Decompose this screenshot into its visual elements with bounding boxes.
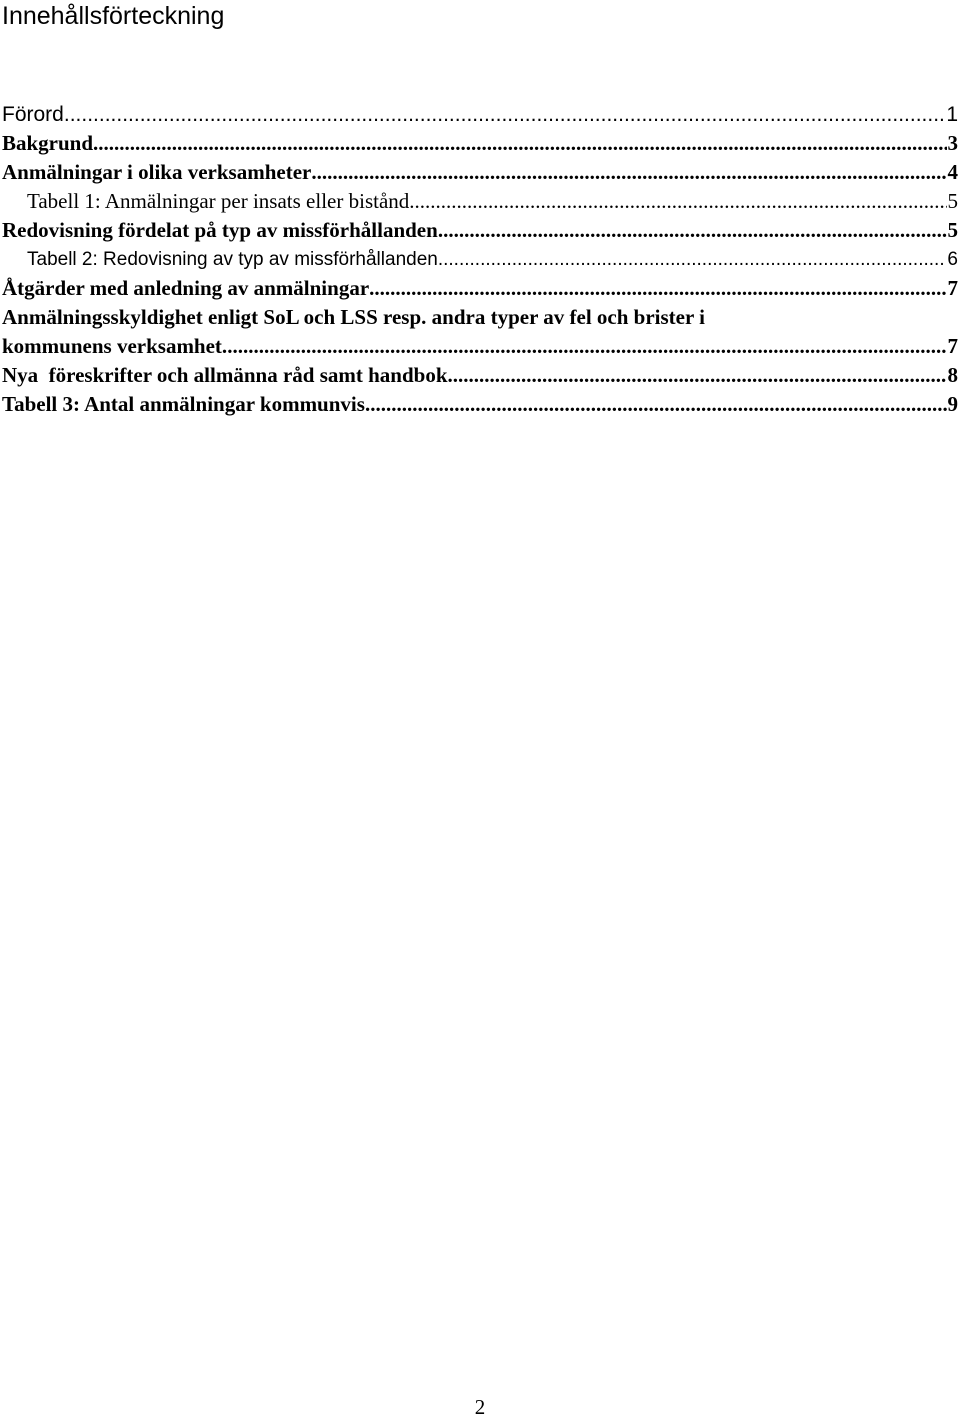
toc-dot-leader: [369, 274, 946, 303]
toc-dot-leader: [438, 216, 947, 245]
toc-entry-page: 4: [947, 160, 958, 184]
toc-dot-leader: [93, 129, 946, 158]
toc-entry-page: 1: [946, 103, 958, 126]
toc-entry-page: 5: [947, 218, 958, 242]
toc-dot-leader: [64, 100, 945, 129]
toc-entry-page: 7: [947, 276, 958, 300]
toc-entry-page: 8: [947, 363, 958, 387]
toc-entry-page: 3: [947, 131, 958, 155]
toc-entry-anmalningsskyldighet[interactable]: [2, 303, 958, 361]
table-of-contents: [2, 100, 958, 419]
toc-entry-forord[interactable]: [2, 100, 958, 129]
toc-dot-leader: [453, 361, 947, 390]
toc-heading: Innehållsförteckning: [2, 2, 225, 30]
toc-entry-page: 9: [947, 392, 958, 416]
toc-entry-text: Tabell 3: Antal anmälningar kommunvis: [2, 392, 365, 416]
toc-entry-text: Tabell 1: Anmälningar per insats eller bistånd: [27, 189, 410, 213]
toc-entry-text: Tabell 2: Redovisning av typ av missförhållanden: [27, 249, 438, 270]
toc-entry-text-line2: kommunens verksamhet.: [2, 334, 228, 358]
toc-entry-text: Nya föreskrifter och allmänna råd samt handbok.: [2, 363, 453, 387]
toc-entry-redovisning[interactable]: [2, 216, 958, 245]
toc-entry-text-line1: Anmälningsskyldighet enligt SoL och LSS resp. andra typer av fel och brister i: [2, 305, 706, 329]
toc-dot-leader: [227, 332, 946, 361]
toc-entry-tabell-3[interactable]: [2, 390, 958, 419]
toc-entry-atgarder[interactable]: [2, 274, 958, 303]
toc-entry-line2: [2, 332, 958, 361]
toc-entry-page: 5: [947, 189, 958, 213]
toc-entry-tabell-2[interactable]: [2, 245, 958, 274]
toc-entry-tabell-1[interactable]: [2, 187, 958, 216]
toc-entry-anmalningar-verksamheter[interactable]: [2, 158, 958, 187]
toc-dot-leader: [438, 245, 947, 274]
toc-dot-leader: [365, 390, 947, 419]
page-number: 2: [474, 1395, 486, 1419]
toc-entry-text: Bakgrund: [2, 131, 94, 155]
toc-dot-leader: [409, 187, 946, 216]
toc-entry-bakgrund[interactable]: [2, 129, 958, 158]
toc-entry-page: 6: [947, 249, 958, 270]
toc-entry-text: Redovisning fördelat på typ av missförhållanden: [2, 218, 438, 242]
toc-dot-leader: [311, 158, 946, 187]
toc-entry-page: 7: [947, 334, 958, 358]
toc-entry-nya-foreskrifter[interactable]: [2, 361, 958, 390]
toc-entry-text: Förord: [2, 103, 64, 126]
toc-entry-text: Åtgärder med anledning av anmälningar: [2, 276, 370, 300]
toc-entry-text: Anmälningar i olika verksamheter: [2, 160, 312, 184]
